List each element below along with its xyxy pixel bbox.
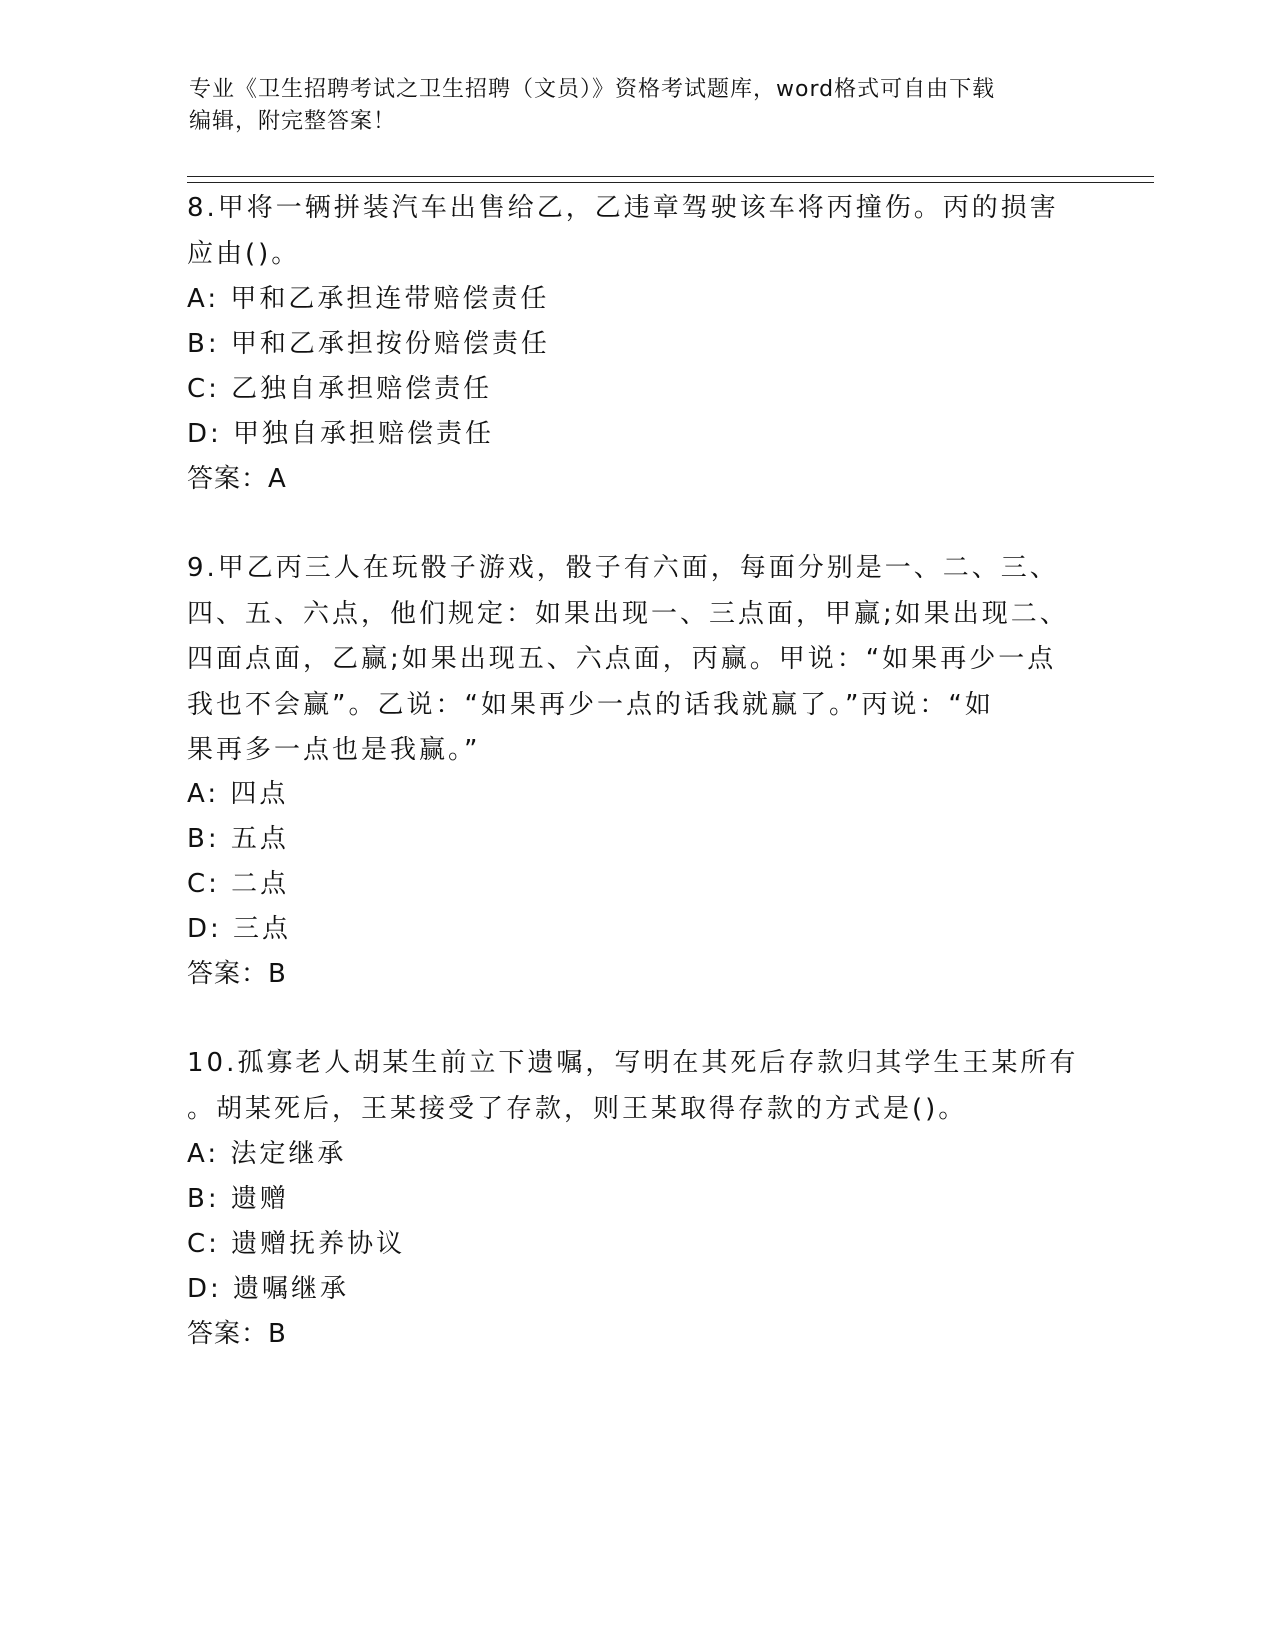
header-line-2: 编辑，附完整答案！: [189, 109, 397, 134]
question-9-option-d: D: 三点: [187, 914, 292, 944]
question-10-answer: 答案：B: [187, 1319, 287, 1349]
question-10-option-c: C: 遗赠抚养协议: [187, 1229, 406, 1259]
document-header: [189, 74, 1069, 138]
question-9-line-1: 9.甲乙丙三人在玩骰子游戏，骰子有六面，每面分别是一、二、三、: [187, 553, 1059, 583]
question-8-answer: 答案：A: [187, 464, 287, 494]
question-9-line-5: 果再多一点也是我赢。”: [187, 735, 481, 765]
question-8-text: [187, 186, 1059, 277]
question-10-text: [187, 1041, 1078, 1132]
header-divider-top: [187, 176, 1154, 177]
question-8-line-2: 应由()。: [187, 238, 301, 269]
question-8-line-1: 8.甲将一辆拼装汽车出售给乙，乙违章驾驶该车将丙撞伤。丙的损害: [187, 193, 1059, 223]
question-9-line-2: 四、五、六点，他们规定：如果出现一、三点面，甲赢;如果出现二、: [187, 598, 1069, 629]
question-9-option-b: B: 五点: [187, 824, 289, 854]
question-10-option-a: A: 法定继承: [187, 1139, 347, 1169]
question-9-text: [187, 546, 1069, 774]
question-9-line-4: 我也不会赢”。乙说：“如果再少一点的话我就赢了。”丙说：“如: [187, 689, 994, 720]
header-divider-bottom: [187, 182, 1154, 183]
question-9-option-a: A: 四点: [187, 779, 289, 809]
question-10-option-b: B: 遗赠: [187, 1184, 289, 1214]
question-10-line-2: 。胡某死后，王某接受了存款，则王某取得存款的方式是()。: [187, 1093, 968, 1124]
question-8-option-a: A: 甲和乙承担连带赔偿责任: [187, 284, 550, 314]
question-9-line-3: 四面点面，乙赢;如果出现五、六点面，丙赢。甲说：“如果再少一点: [187, 644, 1057, 674]
question-9-answer: 答案：B: [187, 959, 287, 989]
question-8-option-d: D: 甲独自承担赔偿责任: [187, 419, 495, 449]
question-10-line-1: 10.孤寡老人胡某生前立下遗嘱，写明在其死后存款归其学生王某所有: [187, 1048, 1079, 1078]
question-10-option-d: D: 遗嘱继承: [187, 1274, 350, 1304]
header-line-1: 专业《卫生招聘考试之卫生招聘（文员）》资格考试题库，word格式可自由下载: [189, 77, 996, 102]
question-8-option-b: B: 甲和乙承担按份赔偿责任: [187, 329, 550, 359]
question-9-option-c: C: 二点: [187, 869, 290, 899]
question-8-option-c: C: 乙独自承担赔偿责任: [187, 374, 493, 404]
